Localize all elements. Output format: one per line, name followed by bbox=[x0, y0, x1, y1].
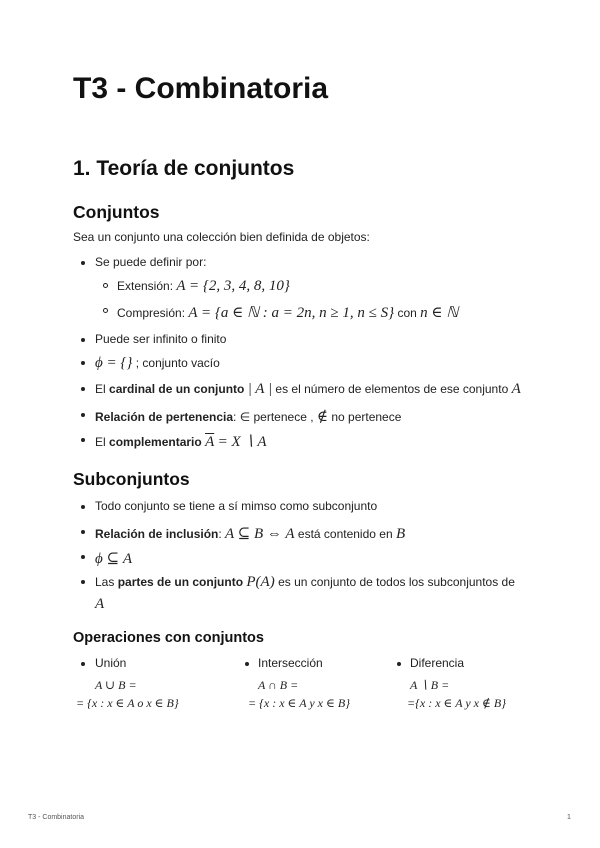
conjuntos-intro: Sea un conjunto una colección bien definida de objetos: bbox=[73, 230, 370, 244]
inter-line1: A ∩ B = bbox=[258, 678, 299, 692]
list-item-subconjunto bbox=[95, 499, 377, 513]
union-line2: = {x : x ∈ A o x ∈ B} bbox=[76, 696, 179, 710]
union-line1: A ∪ B = bbox=[95, 678, 137, 692]
compresion-math: A = {a ∈ ℕ : a = 2n, n ≥ 1, n ≤ S} bbox=[188, 305, 395, 321]
vacio-text: ; conjunto vacío bbox=[135, 356, 220, 370]
footer-title: T3 - Combinatoria bbox=[28, 814, 85, 821]
conjuntos-heading: Conjuntos bbox=[73, 202, 160, 222]
inclusion-bold: Relación de inclusión bbox=[95, 527, 219, 541]
compresion-tail: n ∈ ℕ bbox=[420, 305, 459, 321]
list-item-definir bbox=[95, 255, 206, 269]
vacio-math: ϕ = {} bbox=[95, 355, 133, 371]
extension-label: Extensión: bbox=[117, 279, 174, 293]
dif-bullet bbox=[397, 662, 401, 666]
not-in-symbol: ∉ bbox=[316, 409, 328, 425]
cardinal-bold: cardinal de un conjunto bbox=[109, 382, 245, 396]
subconjuntos-heading: Subconjuntos bbox=[73, 469, 190, 489]
dif-line2: ={x : x ∈ A y x ∉ B} bbox=[407, 696, 506, 710]
operaciones-heading: Operaciones con conjuntos bbox=[73, 630, 264, 646]
item-text: Puede ser infinito o finito bbox=[95, 332, 227, 346]
complementario-math-a: $\overline{A}$ bbox=[205, 434, 215, 450]
pertenencia-bold: Relación de pertenencia bbox=[95, 410, 234, 424]
dif-label: Diferencia bbox=[410, 656, 465, 670]
partes-continuation bbox=[95, 596, 104, 613]
item-text: Todo conjunto se tiene a sí mimso como subconjunto bbox=[95, 499, 378, 513]
cardinal-post: es el número de elementos de ese conjunto bbox=[275, 382, 509, 396]
list-item-phi-subset bbox=[95, 549, 132, 568]
inter-label: Intersección bbox=[258, 656, 323, 670]
pertenencia-text1: : ∈ pertenece , bbox=[233, 410, 314, 424]
list-item-cardinal bbox=[95, 381, 521, 398]
dif-line1: A ∖ B = bbox=[410, 678, 450, 692]
compresion-con: con bbox=[397, 306, 417, 320]
item-text: Se puede definir por: bbox=[95, 255, 207, 269]
extension-math: A = {2, 3, 4, 8, 10} bbox=[176, 278, 290, 294]
list-item-vacio bbox=[95, 355, 220, 372]
list-item-pertenencia bbox=[95, 407, 401, 426]
partes-math: P(A) bbox=[246, 574, 275, 590]
page-title: T3 - Combinatoria bbox=[73, 72, 329, 105]
partes-text: es un conjunto de todos los subconjuntos de bbox=[278, 575, 515, 589]
cardinal-pre: El bbox=[95, 382, 106, 396]
list-item-inclusion: Relación de inclusión: A ⊆ B ⇔ A está contenido en B bbox=[95, 526, 406, 542]
complementario-math-b: = X ∖ A bbox=[217, 434, 267, 450]
inclusion-math: A ⊆ B ⇔ A bbox=[225, 526, 295, 542]
compresion-label: Compresión: bbox=[117, 306, 186, 320]
phi-subset-math: ϕ ⊆ A bbox=[95, 551, 132, 567]
pertenencia-text2: no pertenece bbox=[331, 410, 402, 424]
list-item-complementario bbox=[95, 432, 267, 451]
union-label: Unión bbox=[95, 656, 127, 670]
page-number: 1 bbox=[567, 814, 571, 821]
complementario-pre: El bbox=[95, 435, 106, 449]
cardinal-end: A bbox=[511, 381, 521, 397]
partes-pre: Las bbox=[95, 575, 115, 589]
inter-bullet bbox=[245, 662, 249, 666]
section-heading: 1. Teoría de conjuntos bbox=[73, 157, 295, 180]
list-item-compresion bbox=[117, 303, 458, 322]
list-item-extension bbox=[117, 278, 290, 295]
list-item-infinito bbox=[95, 332, 226, 346]
inclusion-text: está contenido en bbox=[297, 527, 393, 541]
inclusion-end: B bbox=[395, 526, 406, 542]
partes-bold: partes de un conjunto bbox=[117, 575, 244, 589]
list-item-partes bbox=[95, 574, 515, 591]
partes-end: A bbox=[95, 596, 105, 612]
union-bullet bbox=[81, 662, 85, 666]
inter-line2: = {x : x ∈ A y x ∈ B} bbox=[248, 696, 350, 710]
cardinal-math: | A | bbox=[247, 381, 273, 397]
complementario-bold: complementario bbox=[109, 435, 202, 449]
